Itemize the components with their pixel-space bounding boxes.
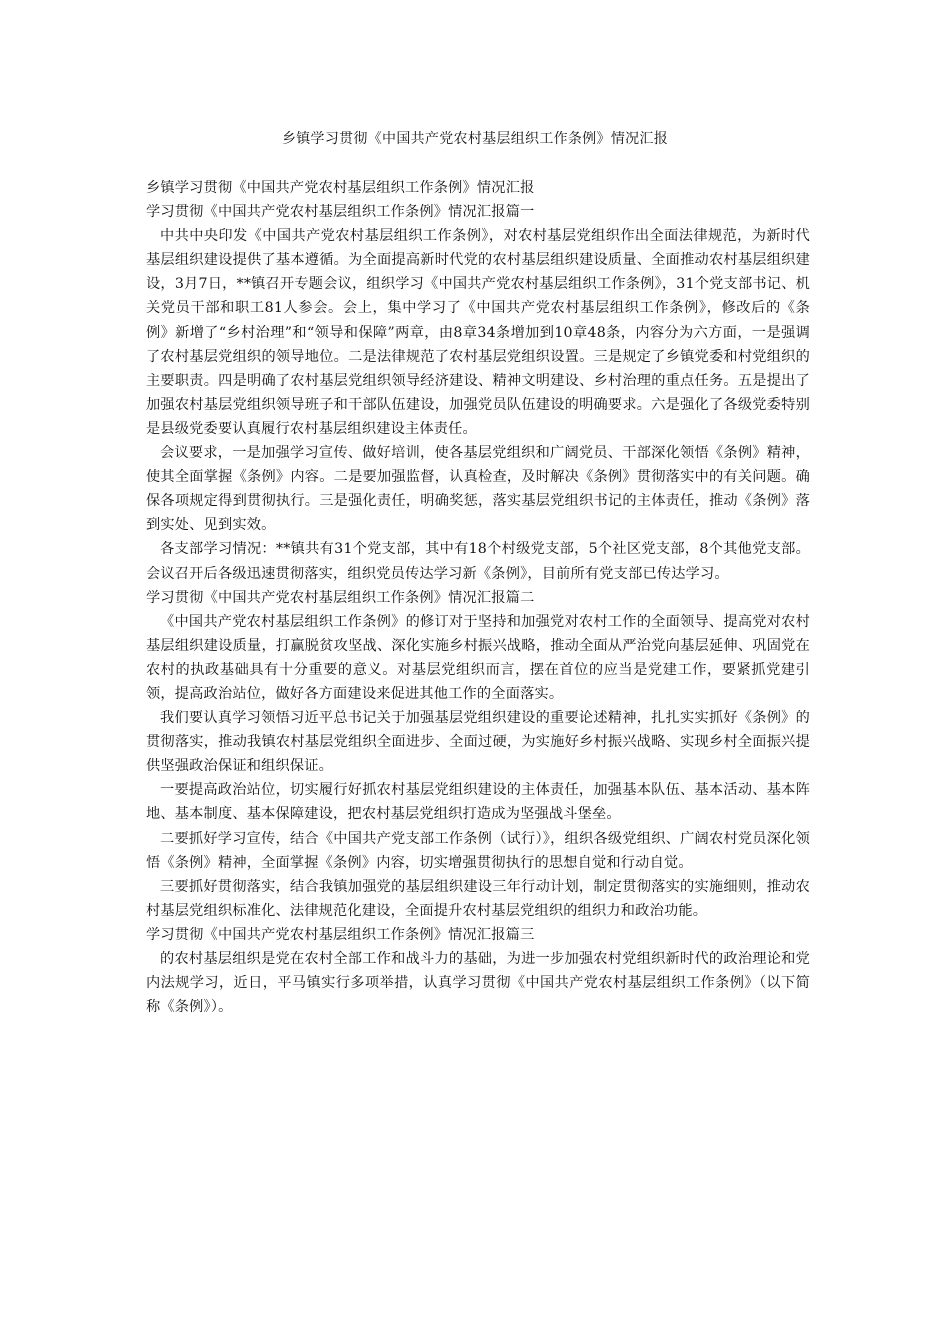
document-body <box>146 176 810 1019</box>
body-paragraph: 三要抓好贯彻落实，结合我镇加强党的基层组织建设三年行动计划，制定贯彻落实的实施细则，推动农村基层党组织标准化、法律规范化建设，全面提升农村基层党组织的组织力和政治功能。 <box>146 878 810 919</box>
document-title: 乡镇学习贯彻《中国共产党农村基层组织工作条例》情况汇报 <box>281 131 669 147</box>
body-paragraph: 二要抓好学习宣传，结合《中国共产党支部工作条例（试行）》，组织各级党组织、广阔农村党员深化领悟《条例》精神，全面掌握《条例》内容，切实增强贯彻执行的思想自觉和行动自觉。 <box>146 830 810 871</box>
section-heading: 乡镇学习贯彻《中国共产党农村基层组织工作条例》情况汇报 <box>146 180 535 196</box>
body-paragraph: 会议要求，一是加强学习宣传、做好培训，使各基层党组织和广阔党员、干部深化领悟《条例》精神，使其全面掌握《条例》内容。二是要加强监督，认真检查，及时解决《条例》贯彻落实中的有关问题。确保各项规定得到贯彻执行。三是强化责任，明确奖惩，落实基层党组织书记的主体责任，推动《条例》落到实处、见到实效。 <box>146 445 810 534</box>
section-heading: 学习贯彻《中国共产党农村基层组织工作条例》情况汇报篇一 <box>146 204 535 221</box>
body-paragraph: 的农村基层组织是党在农村全部工作和战斗力的基础，为进一步加强农村党组织新时代的政治理论和党内法规学习，近日，平马镇实行多项举措，认真学习贯彻《中国共产党农村基层组织工作条例》（以下简称《条例》）。 <box>146 951 810 1016</box>
section-heading: 学习贯彻《中国共产党农村基层组织工作条例》情况汇报篇三 <box>146 926 535 943</box>
body-paragraph: 《中国共产党农村基层组织工作条例》的修订对于坚持和加强党对农村工作的全面领导、提高党对农村基层组织建设质量，打赢脱贫攻坚战、深化实施乡村振兴战略，推动全面从严治党向基层延伸、巩固党在农村的执政基础具有十分重要的意义。对基层党组织而言，摆在首位的应当是党建工作，要紧抓党建引领，提高政治站位，做好各方面建设来促进其他工作的全面落实。 <box>146 613 810 702</box>
body-paragraph: 一要提高政治站位，切实履行好抓农村基层党组织建设的主体责任，加强基本队伍、基本活动、基本阵地、基本制度、基本保障建设，把农村基层党组织打造成为坚强战斗堡垒。 <box>146 782 810 823</box>
body-paragraph: 各支部学习情况：**镇共有31个党支部，其中有18个村级党支部，5个社区党支部，8个其他党支部。会议召开后各级迅速贯彻落实，组织党员传达学习新《条例》，目前所有党支部已传达学习。 <box>146 541 810 582</box>
body-paragraph: 中共中央印发《中国共产党农村基层组织工作条例》，对农村基层党组织作出全面法律规范，为新时代基层组织建设提供了基本遵循。为全面提高新时代党的农村基层组织建设质量、全面推动农村基层组织建设，3月7日，**镇召开专题会议，组织学习《中国共产党农村基层组织工作条例》，31个党支部书记、机关党员干部和职工81人参会。会上，集中学习了《中国共产党农村基层组织工作条例》，修改后的《条例》新增了“乡村治理”和“领导和保障”两章，由8章34条增加到10章48条，内容分为六方面，一是强调了农村基层党组织的领导地位。二是法律规范了农村基层党组织设置。三是规定了乡镇党委和村党组织的主要职责。四是明确了农村基层党组织领导经济建设、精神文明建设、乡村治理的重点任务。五是提出了加强农村基层党组织领导班子和干部队伍建设，加强党员队伍建设的明确要求。六是强化了各级党委特别是县级党委要认真履行农村基层组织建设主体责任。 <box>146 228 810 437</box>
body-paragraph: 我们要认真学习领悟习近平总书记关于加强基层党组织建设的重要论述精神，扎扎实实抓好《条例》的贯彻落实，推动我镇农村基层党组织全面进步、全面过硬，为实施好乡村振兴战略、实现乡村全面振兴提供坚强政治保证和组织保证。 <box>146 710 810 775</box>
section-heading: 学习贯彻《中国共产党农村基层组织工作条例》情况汇报篇二 <box>146 589 535 606</box>
